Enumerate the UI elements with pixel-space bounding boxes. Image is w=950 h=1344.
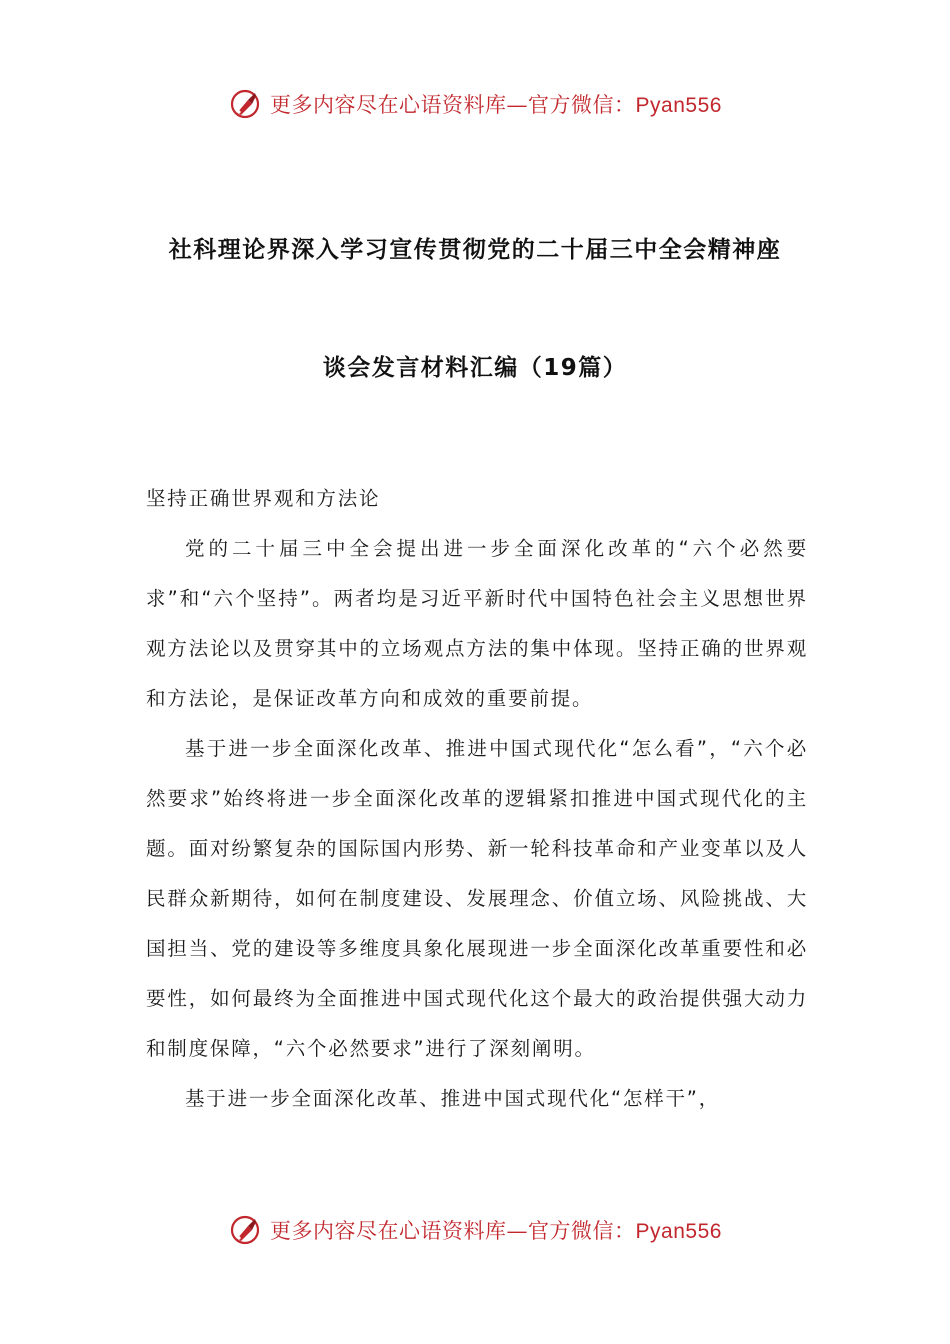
body-paragraph: 基于进一步全面深化改革、推进中国式现代化“怎样干”， bbox=[185, 1087, 721, 1110]
document-title-line-2: 谈会发言材料汇编（19篇） bbox=[322, 355, 628, 381]
pen-nib-circle-icon bbox=[228, 1213, 262, 1247]
document-body bbox=[146, 474, 808, 1124]
pen-nib-circle-icon bbox=[228, 87, 262, 121]
header-watermark bbox=[0, 84, 950, 124]
body-paragraph: 党的二十届三中全会提出进一步全面深化改革的“六个必然要求”和“六个坚持”。两者均是习近平新时代中国特色社会主义思想世界观方法论以及贯穿其中的立场观点方法的集中体现。坚持正确的世界观和方法论，是保证改革方向和成效的重要前提。 bbox=[146, 537, 808, 710]
document-title-line-1: 社科理论界深入学习宣传贯彻党的二十届三中全会精神座 bbox=[168, 237, 782, 263]
body-paragraph: 基于进一步全面深化改革、推进中国式现代化“怎么看”，“六个必然要求”始终将进一步全面深化改革的逻辑紧扣推进中国式现代化的主题。面对纷繁复杂的国际国内形势、新一轮科技革命和产业变革以及人民群众新期待，如何在制度建设、发展理念、价值立场、风险挑战、大国担当、党的建设等多维度具象化展现进一步全面深化改革重要性和必要性，如何最终为全面推进中国式现代化这个最大的政治提供强大动力和制度保障，“六个必然要求”进行了深刻阐明。 bbox=[146, 737, 808, 1060]
watermark-text: 更多内容尽在心语资料库—官方微信：Pyan556 bbox=[270, 93, 722, 117]
section-heading: 坚持正确世界观和方法论 bbox=[146, 487, 381, 510]
footer-watermark bbox=[0, 1210, 950, 1250]
watermark-text: 更多内容尽在心语资料库—官方微信：Pyan556 bbox=[270, 1219, 722, 1243]
